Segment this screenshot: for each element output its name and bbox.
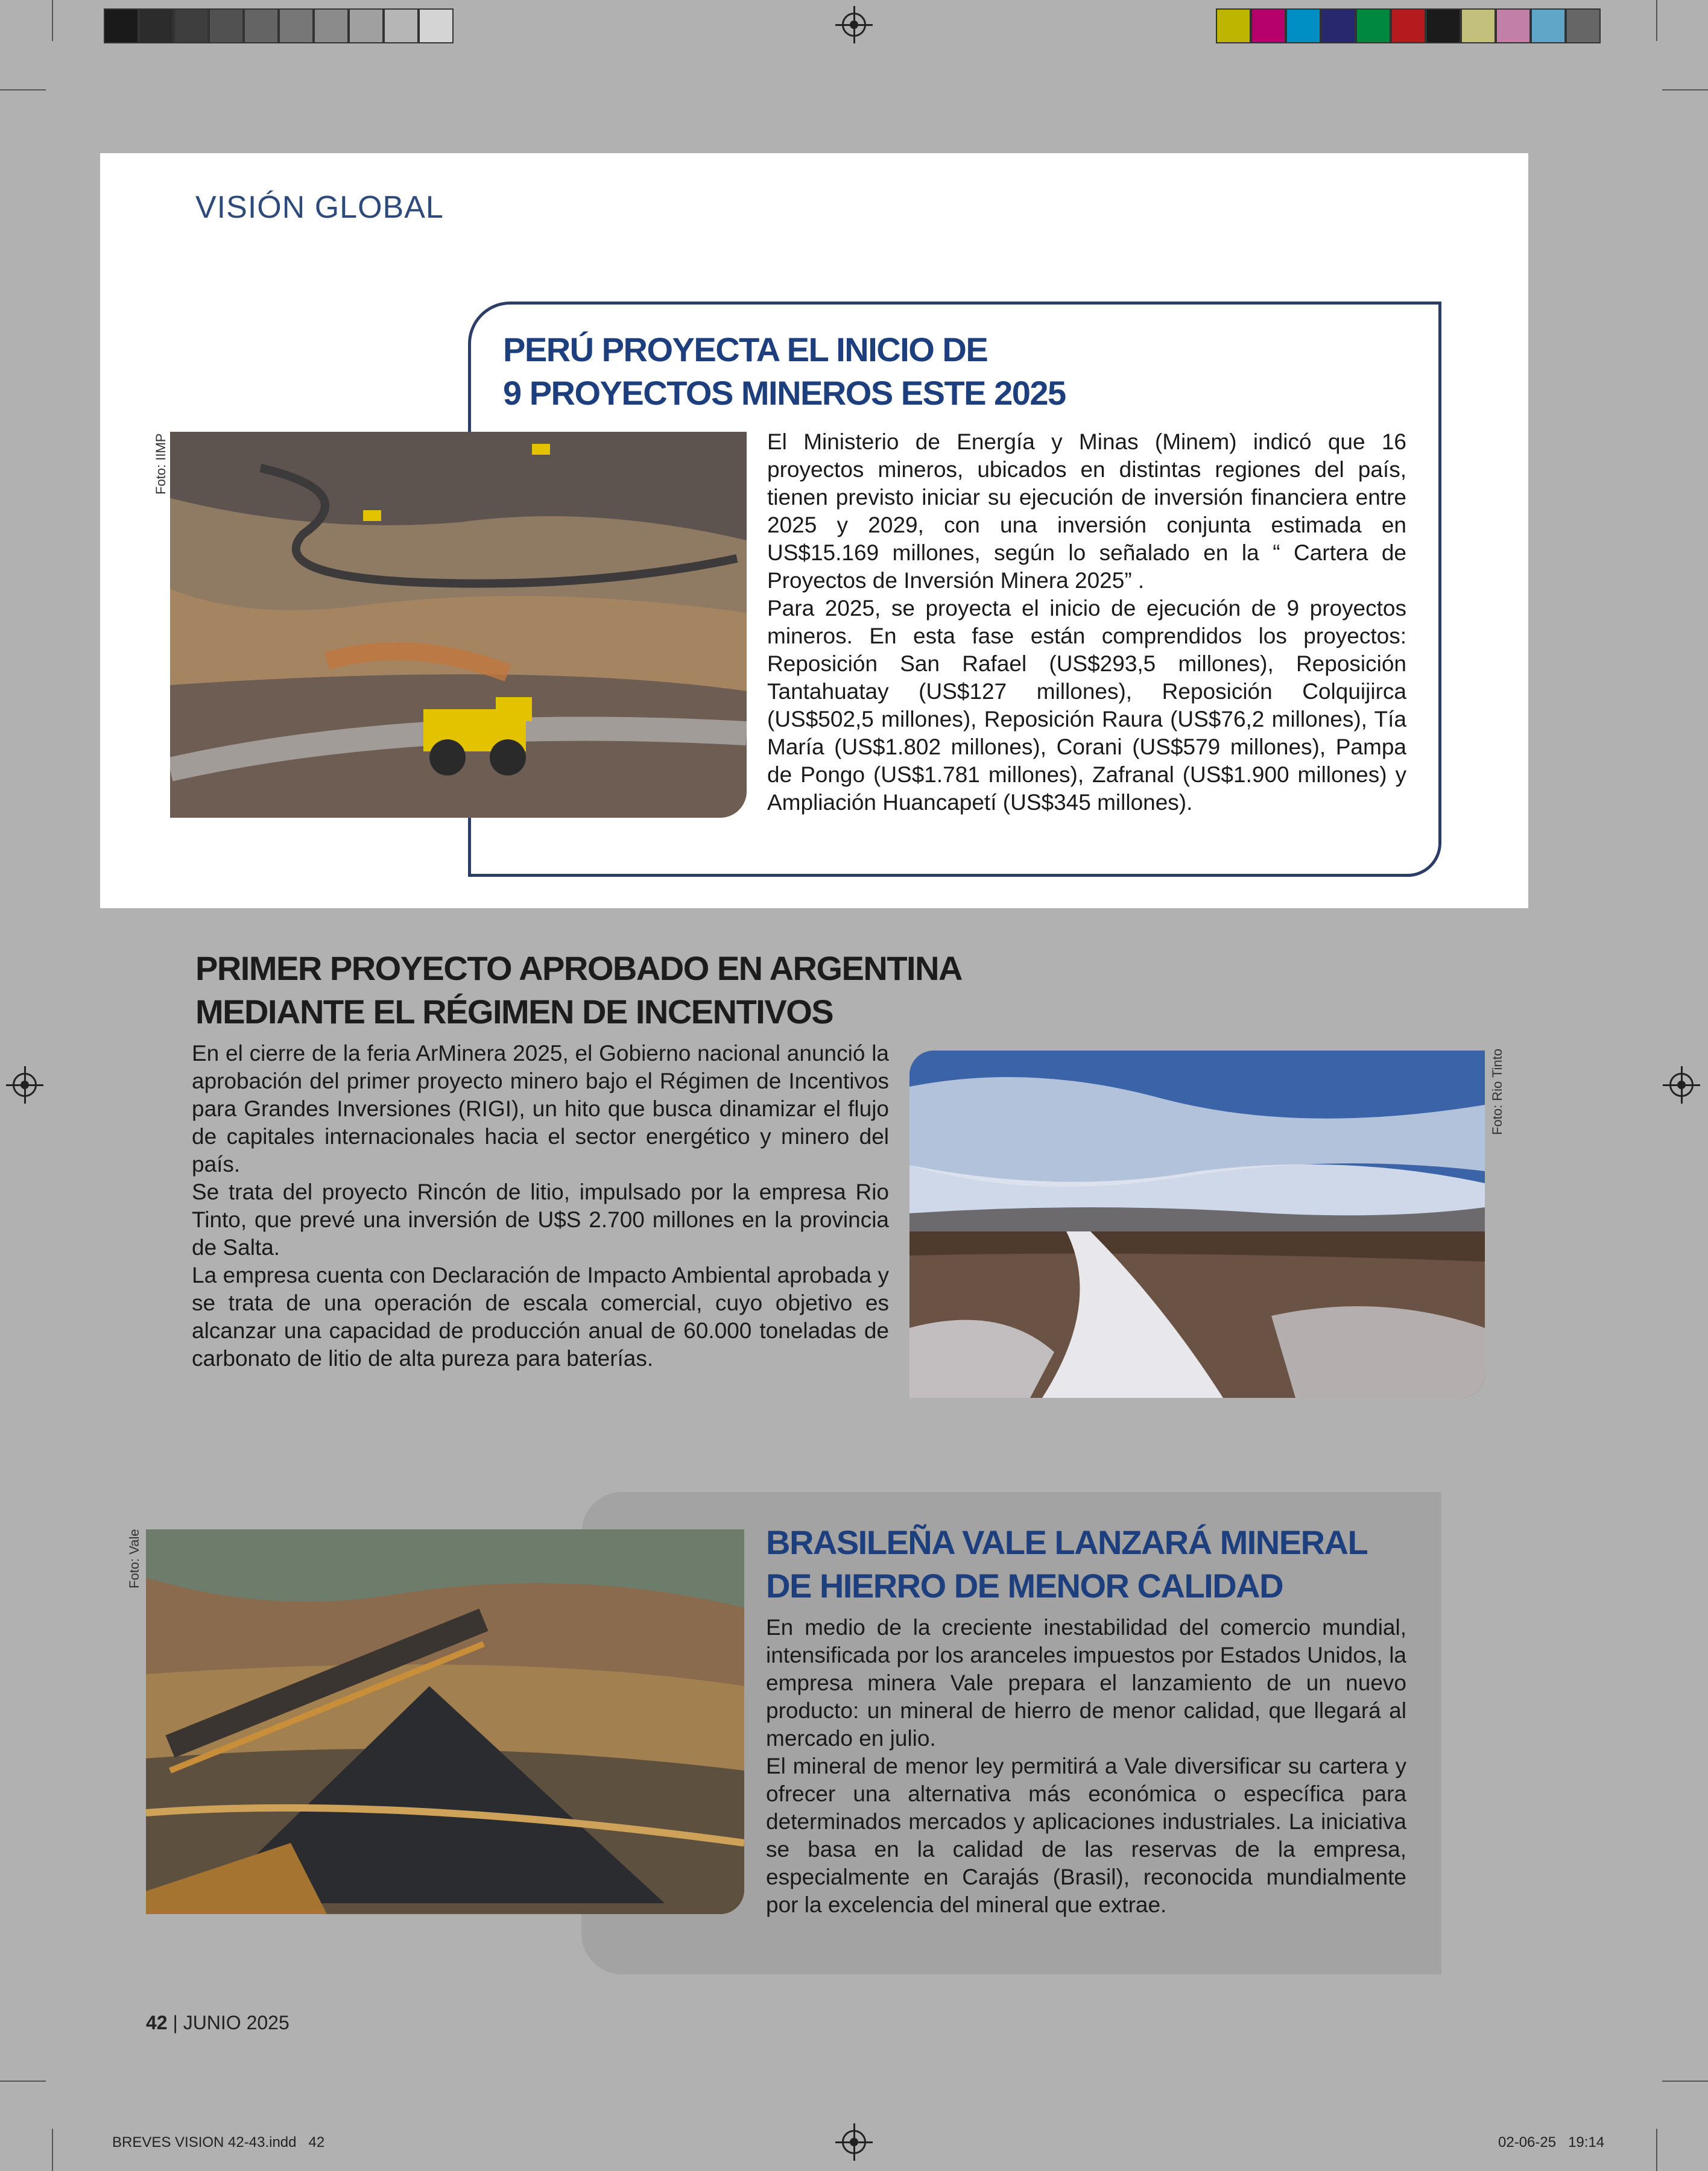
article-title-argentina — [195, 947, 1100, 1034]
color-swatch — [419, 8, 454, 43]
crop-mark — [52, 2129, 53, 2171]
file-slug: BREVES VISION 42-43.indd 42 — [112, 2134, 325, 2150]
crop-mark — [1656, 2129, 1657, 2171]
color-swatch — [1531, 8, 1566, 43]
salt-flat-photo — [909, 1051, 1485, 1398]
title-line: DE HIERRO DE MENOR CALIDAD — [766, 1567, 1283, 1605]
paragraph: En medio de la creciente inestabilidad del comercio mundial, intensificada por los aranceles impuestos por Estados Unidos, la empresa minera Vale prepara el lanzamiento de un nuevo producto: un mineral de hierro de menor calidad, que llegará al mercado en julio. — [766, 1615, 1406, 1751]
color-swatch — [174, 8, 209, 43]
crop-mark — [1656, 0, 1657, 41]
paragraph: Para 2025, se proyecta el inicio de ejecución de 9 proyectos mineros. En esta fase están comprendidos los proyectos: Reposición San Rafael (US$293,5 millones), Reposición Tantahuatay (US$127 millones), Reposición Colquijirca (US$502,5 millones), Reposición Raura (US$76,2 millones), Tía María (US$1.802 millones), Corani (US$579 millones), Pampa de Pongo (US$1.781 millones), Zafranal (US$1.900 millones) y Ampliación Huancapetí (US$345 millones). — [767, 596, 1406, 815]
crop-mark — [52, 0, 53, 41]
title-line: PERÚ PROYECTA EL INICIO DE — [503, 330, 988, 368]
photo-credit: Foto: Rio Tinto — [1490, 1048, 1505, 1135]
paragraph: El mineral de menor ley permitirá a Vale diversificar su cartera y ofrecer una alternativa más económica o específica para determinados mercados y aplicaciones industriales. La iniciativa se basa en la calidad de las reservas de la empresa, especialmente en Carajás (Brasil), reconocida mundialmente por la excelencia del mineral que extrae. — [766, 1754, 1406, 1917]
article-title-vale — [766, 1521, 1429, 1608]
color-swatch — [349, 8, 384, 43]
color-swatch — [1356, 8, 1391, 43]
color-swatch — [1566, 8, 1601, 43]
color-swatch — [139, 8, 174, 43]
color-swatch — [1461, 8, 1496, 43]
paragraph: El Ministerio de Energía y Minas (Minem) indicó que 16 proyectos mineros, ubicados en distintas regiones del país, tienen previsto iniciar su ejecución de inversión financiera entre 2025 y 2029, con una inversión conjunta estimada en US$15.169 millones, según lo señalado en la “ Cartera de Proyectos de Inversión Minera 2025” . — [767, 429, 1406, 593]
iron-ore-photo — [146, 1529, 744, 1914]
registration-mark-top — [842, 13, 866, 37]
crop-mark — [0, 2081, 46, 2082]
registration-mark-bottom — [842, 2130, 866, 2154]
paragraph: La empresa cuenta con Declaración de Impacto Ambiental aprobada y se trata de una operación de escala comercial, cuyo objetivo es alcanzar una capacidad de producción anual de 60.000 toneladas de carbonato de litio de alta pureza para baterías. — [192, 1263, 889, 1371]
crop-mark — [0, 89, 46, 90]
title-line: PRIMER PROYECTO APROBADO EN ARGENTINA — [195, 949, 962, 987]
article-body-peru — [767, 428, 1406, 817]
color-swatch — [1286, 8, 1321, 43]
title-line: MEDIANTE EL RÉGIMEN DE INCENTIVOS — [195, 993, 833, 1031]
paragraph: En el cierre de la feria ArMinera 2025, el Gobierno nacional anunció la aprobación del primer proyecto minero bajo el Régimen de Incentivos para Grandes Inversiones (RIGI), un hito que busca dinamizar el flujo de capitales internacionales hacia el sector energético y minero del país. — [192, 1041, 889, 1177]
color-swatch — [384, 8, 419, 43]
print-timestamp: 02-06-25 19:14 — [1498, 2134, 1605, 2150]
registration-mark-right — [1669, 1073, 1694, 1097]
color-swatch — [1426, 8, 1461, 43]
separator: | — [172, 2012, 178, 2034]
photo-credit: Foto: Vale — [127, 1529, 142, 1588]
registration-mark-left — [13, 1073, 37, 1097]
photo-credit: Foto: IIMP — [153, 433, 168, 495]
color-swatch — [279, 8, 314, 43]
color-swatch — [1391, 8, 1426, 43]
issue-date: JUNIO 2025 — [183, 2012, 289, 2034]
page-number: 42 — [146, 2012, 168, 2034]
color-swatch — [244, 8, 279, 43]
title-line: 9 PROYECTOS MINEROS ESTE 2025 — [503, 374, 1066, 412]
crop-mark — [1662, 2081, 1708, 2082]
color-swatch — [1216, 8, 1251, 43]
title-line: BRASILEÑA VALE LANZARÁ MINERAL — [766, 1523, 1368, 1561]
color-swatch — [1321, 8, 1356, 43]
section-label: VISIÓN GLOBAL — [195, 190, 444, 225]
mine-photo — [170, 432, 747, 818]
article-title-peru — [503, 328, 1408, 415]
color-swatch — [1496, 8, 1531, 43]
article-body-vale — [766, 1614, 1406, 1919]
color-swatch — [314, 8, 349, 43]
article-body-argentina — [192, 1040, 889, 1373]
color-swatch — [104, 8, 139, 43]
paragraph: Se trata del proyecto Rincón de litio, impulsado por la empresa Rio Tinto, que prevé una inversión de U$S 2.700 millones en la provincia de Salta. — [192, 1180, 889, 1260]
crop-mark — [1662, 89, 1708, 90]
color-swatch — [209, 8, 244, 43]
page-footer — [146, 2012, 289, 2034]
color-swatch — [1251, 8, 1286, 43]
